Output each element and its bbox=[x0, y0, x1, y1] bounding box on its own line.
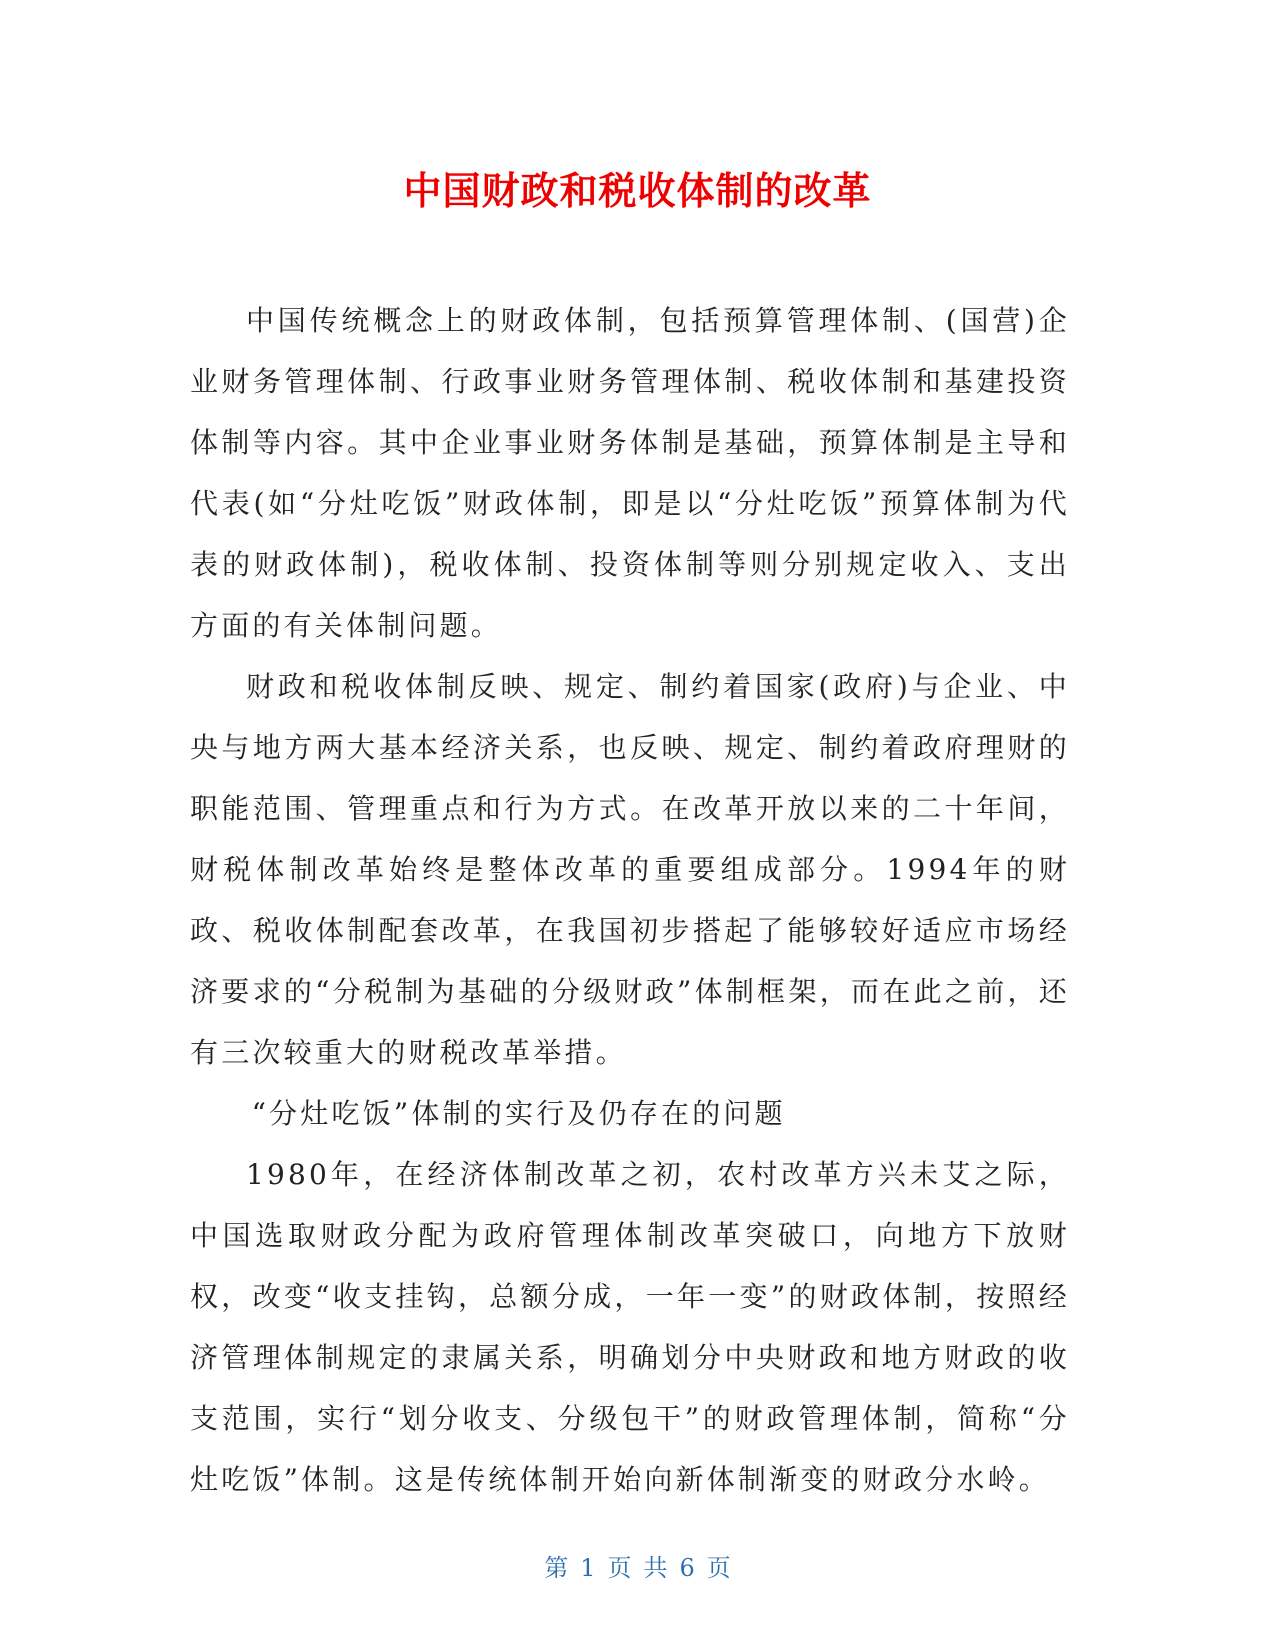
footer-current-page: 1 bbox=[580, 1554, 596, 1582]
footer-page-word: 页 bbox=[607, 1554, 632, 1582]
footer-total-suffix: 页 bbox=[706, 1554, 731, 1582]
paragraph-relations: 财政和税收体制反映、规定、制约着国家(政府)与企业、中央与地方两大基本经济关系，也反映、规定、制约着政府理财的职能范围、管理重点和行为方式。在改革开放以来的二十年间，财税体制改革始终是整体改革的重要组成部分。1994年的财政、税收体制配套改革，在我国初步搭起了能够较好适应市场经济要求的“分税制为基础的分级财政”体制框架，而在此之前，还有三次较重大的财税改革举措。 bbox=[190, 670, 1070, 1069]
paragraph-1980-reform: 1980年，在经济体制改革之初，农村改革方兴未艾之际，中国选取财政分配为政府管理体制改革突破口，向地方下放财权，改变“收支挂钩，总额分成，一年一变”的财政体制，按照经济管理体制规定的隶属关系，明确划分中央财政和地方财政的收支范围，实行“划分收支、分级包干”的财政管理体制，简称“分灶吃饭”体制。这是传统体制开始向新体制渐变的财政分水岭。 bbox=[190, 1158, 1070, 1496]
document-title: 中国财政和税收体制的改革 bbox=[403, 169, 872, 213]
footer-prefix: 第 bbox=[544, 1554, 569, 1582]
footer-total-prefix: 共 bbox=[643, 1554, 668, 1582]
document-body bbox=[190, 290, 1070, 1510]
page-footer bbox=[0, 1553, 1275, 1583]
section-subheading: “分灶吃饭”体制的实行及仍存在的问题 bbox=[251, 1097, 786, 1130]
footer-total-pages: 6 bbox=[679, 1554, 695, 1582]
paragraph-intro: 中国传统概念上的财政体制，包括预算管理体制、(国营)企业财务管理体制、行政事业财务管理体制、税收体制和基建投资体制等内容。其中企业事业财务体制是基础，预算体制是主导和代表(如“分灶吃饭”财政体制，即是以“分灶吃饭”预算体制为代表的财政体制)，税收体制、投资体制等则分别规定收入、支出方面的有关体制问题。 bbox=[190, 304, 1070, 642]
